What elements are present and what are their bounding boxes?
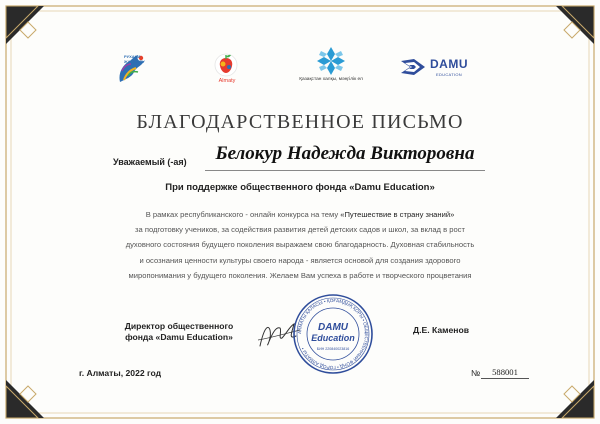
- certificate-number: 588001: [492, 367, 518, 377]
- stamp-line-1: DAMU: [318, 322, 348, 333]
- body-paragraph: [72, 207, 528, 283]
- body-line-3: духовного состояния будущего поколения выражаем свою благодарность. Духовная стабильность: [125, 240, 475, 250]
- signer-name: Д.Е. Каменов: [413, 325, 470, 335]
- number-label: №: [471, 368, 481, 378]
- support-line: При поддержке общественного фонда «Damu Education»: [165, 182, 435, 193]
- mangilik-logo-text: Қазақстан халқы, мәңгілік ел: [299, 77, 363, 82]
- name-underline: [205, 170, 485, 171]
- certificate-title: БЛАГОДАРСТВЕННОЕ ПИСЬМО: [136, 111, 464, 133]
- almaty-apple-logo-icon: [213, 52, 239, 78]
- stamp-line-2: Education: [311, 333, 355, 343]
- director-line-2: фонда «Damu Education»: [125, 332, 233, 342]
- salutation: Уважаемый (-ая): [113, 157, 187, 167]
- official-stamp: [291, 292, 375, 376]
- corner-ornament-bottom-right: [556, 380, 594, 418]
- corner-ornament-top-right: [556, 6, 594, 44]
- damu-logo-sub: EDUCATION: [436, 72, 462, 77]
- director-title: [108, 321, 250, 343]
- corner-ornament-bottom-left: [6, 380, 44, 418]
- ruhani-logo-text: РУХАНИ ЖАҢҒЫРУ: [124, 54, 145, 64]
- body-lead: В рамках республиканского - онлайн конкурса на тему: [145, 210, 341, 219]
- contest-topic: «Путешествие в страну знаний»: [340, 210, 455, 219]
- corner-ornament-top-left: [6, 6, 44, 44]
- damu-logo-name: DAMU: [430, 57, 468, 71]
- damu-education-logo-icon: [400, 58, 426, 76]
- city-year: г. Алматы, 2022 год: [79, 368, 162, 378]
- mangilik-el-logo-icon: [314, 46, 348, 76]
- body-line-4: и осознания ценности культуры своего народа - является основой для создания здорового: [139, 255, 461, 265]
- body-line-1: [72, 207, 528, 222]
- body-line-2: за подготовку учеников, за содействия развития детей детских садов и школ, за вклад в рост: [135, 225, 465, 235]
- recipient-name: Белокур Надежда Викторовна: [215, 143, 475, 164]
- stamp-ring-text: АЛМАТЫ ҚАЛАСЫ • ҚОҒАМДЫҚ ҚОРЫ • ОБЩЕСТВЕННЫЙ ФОНД • ГОРОД АЛМАТЫ •: [296, 297, 370, 371]
- director-line-1: Директор общественного: [124, 321, 234, 331]
- almaty-logo-text: Almaty: [218, 78, 236, 84]
- number-underline: [481, 378, 529, 379]
- stamp-small-text: БИН 220840023816: [316, 347, 350, 351]
- body-line-5: миропонимания у будущего поколения. Желаем Вам успеха в работе и творческого процветания: [128, 270, 472, 280]
